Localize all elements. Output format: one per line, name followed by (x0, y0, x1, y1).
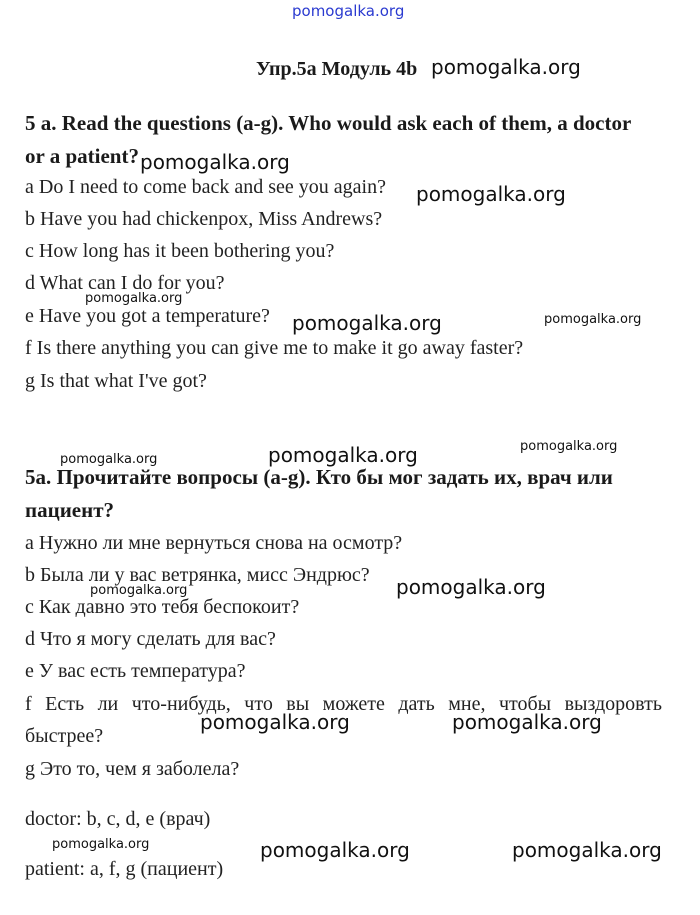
question-ru-e: е У вас есть температура? (25, 660, 246, 682)
watermark: pomogalka.org (452, 710, 602, 734)
watermark: pomogalka.org (544, 312, 642, 327)
answer-patient: patient: a, f, g (пациент) (25, 858, 224, 880)
question-en-d: d What can I do for you? (25, 272, 225, 294)
watermark: pomogalka.org (512, 838, 662, 862)
page-title: Упр.5a Модуль 4b (256, 58, 418, 80)
watermark: pomogalka.org (52, 837, 150, 852)
watermark: pomogalka.org (431, 55, 581, 79)
question-ru-d: d Что я могу сделать для вас? (25, 628, 276, 650)
question-en-e: e Have you got a temperature? (25, 305, 270, 327)
question-ru-f-cont: быстрее? (25, 725, 104, 747)
watermark: pomogalka.org (140, 150, 290, 174)
question-en-b: b Have you had chickenpox, Miss Andrews? (25, 208, 383, 230)
question-ru-b: b Была ли у вас ветрянка, мисс Эндрюс? (25, 564, 370, 586)
exercise-heading-ru: 5a. Прочитайте вопросы (a-g). Кто бы мог задать их, врач или (25, 465, 613, 489)
question-ru-c: с Как давно это тебя беспокоит? (25, 596, 300, 618)
watermark: pomogalka.org (416, 182, 566, 206)
watermark: pomogalka.org (60, 452, 158, 467)
watermark: pomogalka.org (396, 575, 546, 599)
exercise-heading-en-line2: or a patient? (25, 144, 139, 168)
watermark: pomogalka.org (292, 311, 442, 335)
question-en-c: c How long has it been bothering you? (25, 240, 335, 262)
watermark: pomogalka.org (260, 838, 410, 862)
watermark: pomogalka.org (520, 439, 618, 454)
watermark: pomogalka.org (268, 443, 418, 467)
question-en-a: a Do I need to come back and see you again? (25, 176, 386, 198)
question-en-g: g Is that what I've got? (25, 370, 207, 392)
answer-doctor: doctor: b, c, d, e (врач) (25, 808, 211, 830)
question-ru-f: f Есть ли что-нибудь, что вы можете дать мне, чтобы выздоровть (25, 693, 662, 715)
exercise-heading-en: 5 a. Read the questions (a-g). Who would ask each of them, a doctor (25, 111, 632, 135)
question-ru-a: а Нужно ли мне вернуться снова на осмотр? (25, 532, 403, 554)
exercise-heading-ru-line2: пациент? (25, 498, 115, 522)
watermark-top: pomogalka.org (292, 2, 405, 20)
watermark: pomogalka.org (200, 710, 350, 734)
question-en-f: f Is there anything you can give me to make it go away faster? (25, 337, 524, 359)
watermark: pomogalka.org (90, 583, 188, 598)
question-ru-g: g Это то, чем я заболела? (25, 758, 240, 780)
watermark: pomogalka.org (85, 291, 183, 306)
